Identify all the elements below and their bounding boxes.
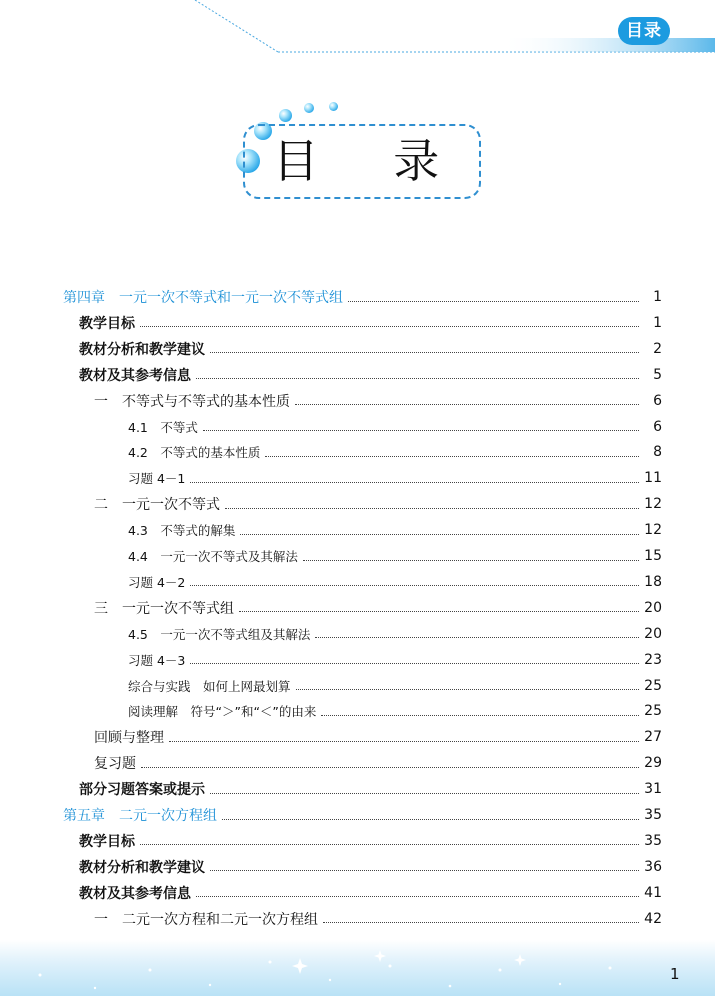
toc-entry-page: 41 (644, 884, 662, 901)
sparkle-decoration (0, 940, 715, 996)
toc-entry[interactable] (128, 467, 662, 489)
toc-entry[interactable] (94, 726, 662, 748)
toc-entry-page: 42 (644, 910, 662, 927)
toc-entry-page: 25 (644, 703, 662, 720)
footer-band (0, 940, 715, 996)
section-badge: 目录 (618, 17, 670, 45)
toc-dot-leader (190, 585, 639, 586)
toc-dot-leader (315, 637, 639, 638)
toc-dot-leader (225, 508, 639, 509)
toc-dot-leader (210, 352, 639, 353)
toc-entry-title: 教学目标 (79, 315, 135, 332)
toc-dot-leader (303, 560, 639, 561)
toc-entry[interactable] (79, 856, 662, 878)
toc-entry-title: 综合与实践 如何上网最划算 (128, 678, 291, 694)
toc-entry-title: 习题 4－2 (128, 574, 186, 590)
toc-entry-title: 第五章 二元一次方程组 (63, 808, 217, 824)
toc-entry-title: 一 不等式与不等式的基本性质 (94, 393, 290, 410)
toc-entry[interactable] (79, 882, 662, 904)
toc-entry[interactable] (94, 597, 662, 619)
toc-entry[interactable] (128, 571, 662, 593)
toc-entry-title: 教材分析和教学建议 (79, 859, 205, 876)
toc-dot-leader (210, 793, 639, 794)
toc-entry-title: 4.5 一元一次不等式组及其解法 (128, 626, 311, 642)
toc-entry-title: 习题 4－1 (128, 471, 186, 487)
toc-entry[interactable] (128, 649, 662, 671)
toc-entry-title: 复习题 (94, 756, 136, 773)
toc-dot-leader (210, 870, 639, 871)
toc-dot-leader (140, 844, 639, 845)
toc-entry[interactable] (79, 312, 662, 334)
toc-entry[interactable] (128, 441, 662, 463)
toc-dot-leader (196, 378, 639, 379)
toc-dot-leader (196, 896, 639, 897)
toc-entry-title: 教材及其参考信息 (79, 367, 191, 384)
toc-entry-title: 习题 4－3 (128, 652, 186, 668)
toc-entry-page: 35 (644, 807, 662, 823)
toc-entry-title: 三 一元一次不等式组 (94, 600, 234, 617)
toc-dot-leader (239, 611, 639, 612)
toc-dot-leader (348, 301, 639, 302)
toc-entry[interactable] (94, 493, 662, 515)
toc-entry-page: 12 (644, 496, 662, 513)
toc-entry-page: 35 (644, 832, 662, 849)
toc-entry[interactable] (128, 623, 662, 645)
toc-entry[interactable] (128, 675, 662, 697)
toc-entry[interactable] (94, 752, 662, 774)
toc-entry[interactable] (128, 700, 662, 722)
toc-dot-leader (190, 663, 639, 664)
toc-entry-page: 18 (644, 573, 662, 590)
toc-entry-title: 第四章 一元一次不等式和一元一次不等式组 (63, 290, 343, 306)
toc-entry-title: 4.3 不等式的解集 (128, 523, 236, 539)
toc-entry-title: 教学目标 (79, 833, 135, 850)
toc-entry-page: 12 (644, 522, 662, 539)
toc-entry[interactable] (63, 286, 662, 308)
toc-entry[interactable] (128, 519, 662, 541)
toc-entry[interactable] (63, 804, 662, 826)
toc-entry-title: 教材分析和教学建议 (79, 341, 205, 358)
toc-entry[interactable] (94, 390, 662, 412)
toc-entry-page: 27 (644, 729, 662, 746)
toc-dot-leader (222, 819, 639, 820)
toc-dot-leader (296, 689, 639, 690)
toc-entry-title: 阅读理解 符号“＞”和“＜”的由来 (128, 704, 317, 720)
toc-entry-page: 6 (653, 418, 662, 435)
toc-entry-page: 8 (653, 444, 662, 461)
toc-dot-leader (265, 456, 639, 457)
toc-entry-page: 20 (644, 625, 662, 642)
toc-dot-leader (169, 741, 639, 742)
toc-entry[interactable] (128, 545, 662, 567)
toc-entry[interactable] (79, 364, 662, 386)
toc-entry-page: 25 (644, 677, 662, 694)
toc-entry-title: 二 一元一次不等式 (94, 497, 220, 514)
page-number: 1 (670, 965, 680, 983)
page-title: 目 录 (272, 134, 470, 188)
toc-entry-title: 部分习题答案或提示 (79, 782, 205, 799)
toc-entry-page: 36 (644, 858, 662, 875)
toc-entry-page: 2 (653, 340, 662, 357)
toc-dot-leader (190, 482, 639, 483)
toc-entry-page: 1 (653, 314, 662, 331)
toc-entry[interactable] (79, 830, 662, 852)
toc-entry-page: 11 (644, 470, 662, 487)
toc-entry-title: 4.2 不等式的基本性质 (128, 445, 261, 461)
toc-dot-leader (140, 326, 639, 327)
toc-entry-page: 29 (644, 755, 662, 772)
toc-dot-leader (321, 715, 639, 716)
toc-entry[interactable] (128, 416, 662, 438)
toc-dot-leader (240, 534, 639, 535)
toc-dot-leader (323, 922, 639, 923)
toc-entry-title: 4.4 一元一次不等式及其解法 (128, 549, 298, 564)
toc-entry-page: 15 (644, 548, 662, 564)
toc-entry[interactable] (79, 778, 662, 800)
toc-entry[interactable] (79, 338, 662, 360)
toc-entry-page: 1 (653, 289, 662, 305)
toc-dot-leader (203, 430, 639, 431)
toc-entry[interactable] (94, 908, 662, 930)
toc-entry-title: 教材及其参考信息 (79, 885, 191, 902)
toc-dot-leader (141, 767, 639, 768)
toc-dot-leader (295, 404, 639, 405)
toc-entry-page: 5 (653, 366, 662, 383)
toc-entry-title: 一 二元一次方程和二元一次方程组 (94, 911, 318, 928)
toc-entry-page: 20 (644, 599, 662, 616)
toc-entry-page: 23 (644, 651, 662, 668)
toc-entry-page: 31 (644, 781, 662, 798)
toc-entry-title: 4.1 不等式 (128, 419, 198, 435)
toc-entry-page: 6 (653, 392, 662, 409)
toc-entry-title: 回顾与整理 (94, 730, 164, 747)
